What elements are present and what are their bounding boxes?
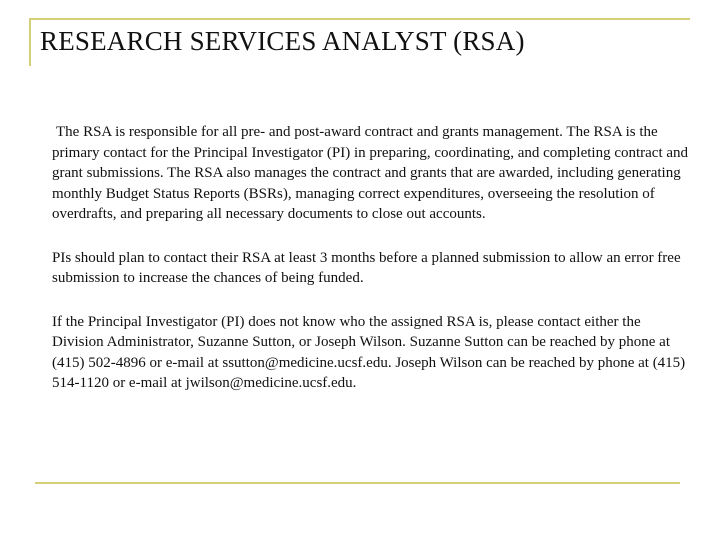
paragraph-contact-timing: PIs should plan to contact their RSA at least 3 months before a planned submission to allow an error free submission to increase the chances of being funded. [52, 249, 681, 286]
slide-title: RESEARCH SERVICES ANALYST (RSA) [40, 26, 525, 56]
slide-body [52, 122, 692, 417]
paragraph-rsa-responsibilities: The RSA is responsible for all pre- and post-award contract and grants management. The RSA is the primary contact for the Principal Investigator (PI) in preparing, coordinating, and completing contract and grant submissions. The RSA also manages the contract and grants that are awarded, including generating monthly Budget Status Reports (BSRs), managing correct expenditures, overseeing the resolution of overdrafts, and preparing all necessary documents to close out accounts. [52, 124, 689, 222]
title-accent-vertical-rule [29, 18, 31, 66]
paragraph-contact-information: If the Principal Investigator (PI) does not know who the assigned RSA is, please contact either the Division Administrator, Suzanne Sutton, or Joseph Wilson. Suzanne Sutton can be reached by phone at (415) 502-4896 or e-mail at ssutton@medicine.ucsf.edu. Joseph Wilson can be reached by phone at (415) 514-1120 or e-mail at jwilson@medicine.ucsf.edu. [52, 313, 686, 391]
title-accent-horizontal-rule [29, 18, 690, 20]
footer-accent-rule [35, 482, 680, 484]
